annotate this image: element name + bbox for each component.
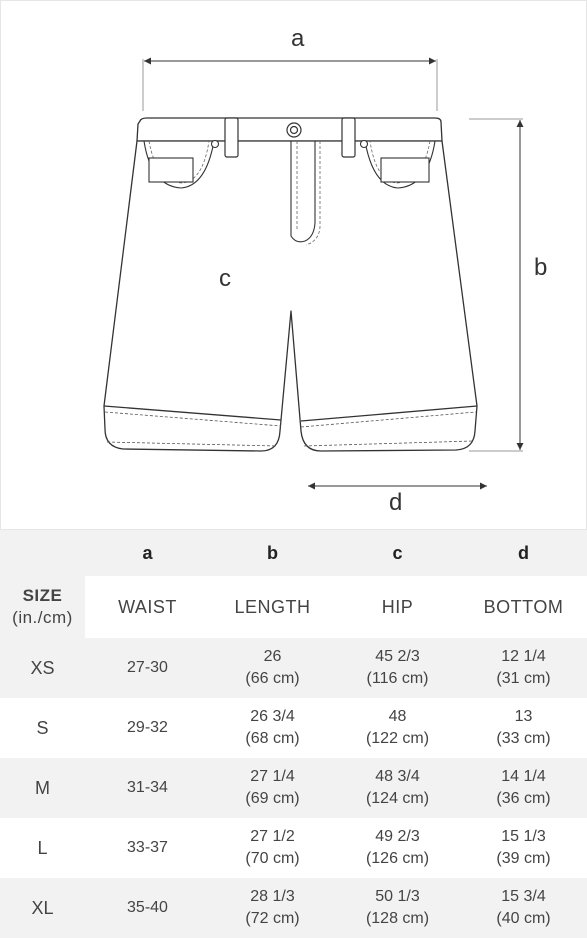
column-name: WAIST [85, 576, 210, 638]
length-cell: 26 3/4 (68 cm) [245, 708, 300, 747]
column-letter: c [392, 542, 403, 563]
shorts-illustration [1, 1, 587, 531]
bottom-cell: 12 1/4 (31 cm) [496, 648, 551, 687]
size-header: SIZE (in./cm) [0, 576, 85, 638]
button [287, 123, 301, 137]
column-name: HIP [335, 576, 460, 638]
table-row [0, 878, 587, 938]
waist-cell: 29-32 [127, 719, 168, 736]
size-cell: XS [30, 658, 55, 678]
bottom-label: d [389, 489, 403, 516]
blank-cell [0, 530, 85, 576]
hip-cell: 48 (122 cm) [365, 708, 430, 747]
hip-cell: 48 3/4 (124 cm) [365, 768, 430, 807]
hip-cell: 50 1/3 (128 cm) [365, 888, 430, 927]
table-row [0, 638, 587, 698]
column-letter-row [0, 530, 587, 576]
column-letter: a [142, 542, 153, 563]
column-letter: b [267, 542, 278, 563]
waist-label: a [291, 25, 305, 52]
column-letter: d [518, 542, 529, 563]
length-label: b [534, 254, 548, 281]
bottom-cell: 15 1/3 (39 cm) [496, 828, 551, 867]
hip-cell: 45 2/3 (116 cm) [366, 648, 429, 687]
length-dimension-line [469, 119, 523, 451]
waist-cell: 33-37 [127, 839, 168, 856]
bottom-cell: 15 3/4 (40 cm) [496, 888, 551, 927]
table-row [0, 758, 587, 818]
size-cell: M [35, 778, 50, 798]
column-name-row [0, 576, 587, 638]
table-row [0, 818, 587, 878]
size-cell: XL [31, 898, 54, 918]
hip-cell: 49 2/3 (126 cm) [365, 828, 430, 867]
bottom-cell: 14 1/4 (36 cm) [496, 768, 551, 807]
waist-dimension-line [143, 59, 437, 111]
length-cell: 26 (66 cm) [245, 648, 300, 687]
length-cell: 27 1/2 (70 cm) [245, 828, 300, 867]
length-cell: 28 1/3 (72 cm) [245, 888, 300, 927]
size-cell: L [37, 838, 48, 858]
column-name: BOTTOM [460, 576, 587, 638]
table-row [0, 698, 587, 758]
waist-cell: 31-34 [127, 779, 168, 796]
length-cell: 27 1/4 (69 cm) [245, 768, 300, 807]
size-cell: S [36, 718, 49, 738]
waist-cell: 35-40 [127, 899, 168, 916]
column-name: LENGTH [210, 576, 335, 638]
bottom-cell: 13 (33 cm) [496, 708, 551, 747]
hip-label: c [219, 265, 231, 292]
size-chart-table [0, 530, 587, 938]
waist-cell: 27-30 [127, 659, 168, 676]
